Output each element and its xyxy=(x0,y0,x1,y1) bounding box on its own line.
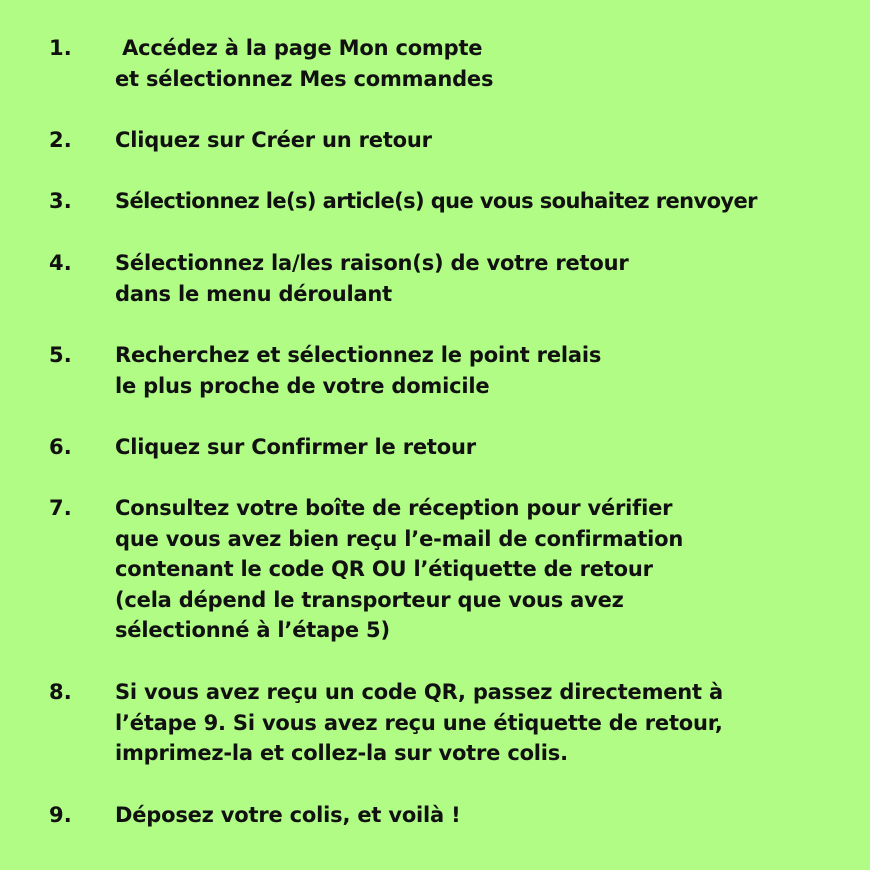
step-line: le plus proche de votre domicile xyxy=(115,373,490,398)
step-line: dans le menu déroulant xyxy=(115,281,393,306)
step-line: contenant le code QR OU l’étiquette de retour xyxy=(115,557,653,581)
step-line: Recherchez et sélectionnez le point relais xyxy=(115,343,602,367)
step-number: 1. xyxy=(49,36,72,60)
step-line: l’étape 9. Si vous avez reçu une étiquette de retour, xyxy=(115,710,723,735)
step-text xyxy=(115,33,855,94)
step-number: 8. xyxy=(49,680,72,704)
step-line: Consultez votre boîte de réception pour vérifier xyxy=(115,496,673,520)
step-text xyxy=(115,125,855,156)
step-line: et sélectionnez Mes commandes xyxy=(115,66,494,91)
step-number: 4. xyxy=(49,251,72,275)
step-text xyxy=(115,186,855,217)
step-line: Sélectionnez le(s) article(s) que vous souhaitez renvoyer xyxy=(115,189,757,213)
step-number: 5. xyxy=(49,343,72,367)
step-text xyxy=(115,432,855,463)
step-text xyxy=(115,493,855,646)
step-line: que vous avez bien reçu l’e-mail de confirmation xyxy=(115,526,684,551)
step-text xyxy=(115,248,855,309)
step-line: sélectionné à l’étape 5) xyxy=(115,618,390,642)
step-line: Sélectionnez la/les raison(s) de votre retour xyxy=(115,251,629,275)
step-number: 3. xyxy=(49,189,72,213)
step-line: Cliquez sur Confirmer le retour xyxy=(115,435,476,459)
step-line: Si vous avez reçu un code QR, passez directement à xyxy=(115,680,723,704)
step-line: Accédez à la page Mon compte xyxy=(115,36,483,60)
step-text xyxy=(115,340,855,401)
step-line: (cela dépend le transporteur que vous avez xyxy=(115,587,624,612)
step-number: 7. xyxy=(49,496,72,520)
step-number: 2. xyxy=(49,128,72,152)
step-number: 9. xyxy=(49,803,72,827)
step-line: Cliquez sur Créer un retour xyxy=(115,128,432,152)
step-text xyxy=(115,677,855,769)
step-line: imprimez-la et collez-la sur votre colis. xyxy=(115,741,568,765)
step-line: Déposez votre colis, et voilà ! xyxy=(115,803,461,827)
step-number: 6. xyxy=(49,435,72,459)
step-text xyxy=(115,800,855,831)
